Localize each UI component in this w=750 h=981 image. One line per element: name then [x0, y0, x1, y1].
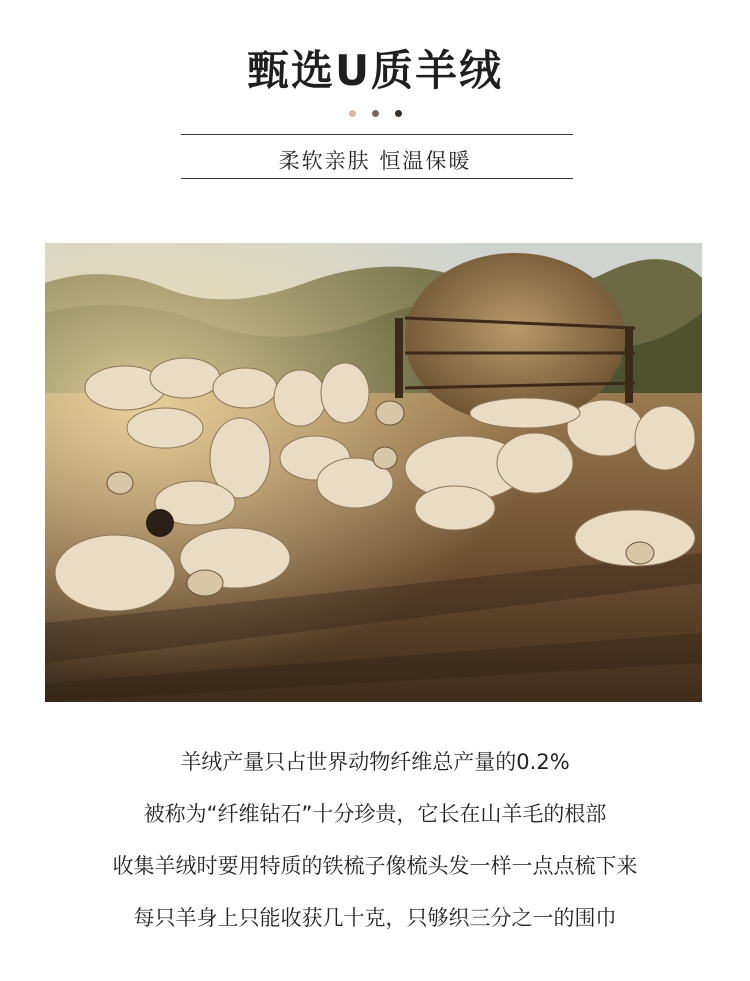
dot-2 — [372, 110, 379, 117]
description-line-4: 每只羊身上只能收获几十克，只够织三分之一的围巾 — [133, 906, 617, 930]
description-line-1: 羊绒产量只占世界动物纤维总产量的0.2% — [180, 750, 570, 774]
description-text — [0, 740, 750, 948]
description-line-2: 被称为“纤维钻石”十分珍贵，它长在山羊毛的根部 — [143, 802, 607, 826]
dot-3 — [395, 110, 402, 117]
sheep-photo-illustration — [45, 243, 702, 702]
bottom-divider — [181, 178, 573, 179]
page-title: 甄选U质羊绒 — [246, 46, 504, 95]
decorative-dots — [0, 110, 750, 117]
sheep-photo — [45, 243, 702, 702]
dot-1 — [349, 110, 356, 117]
page-subtitle: 柔软亲肤 恒温保暖 — [278, 149, 472, 173]
top-divider — [181, 134, 573, 135]
description-line-3: 收集羊绒时要用特质的铁梳子像梳头发一样一点点梳下来 — [112, 854, 638, 878]
